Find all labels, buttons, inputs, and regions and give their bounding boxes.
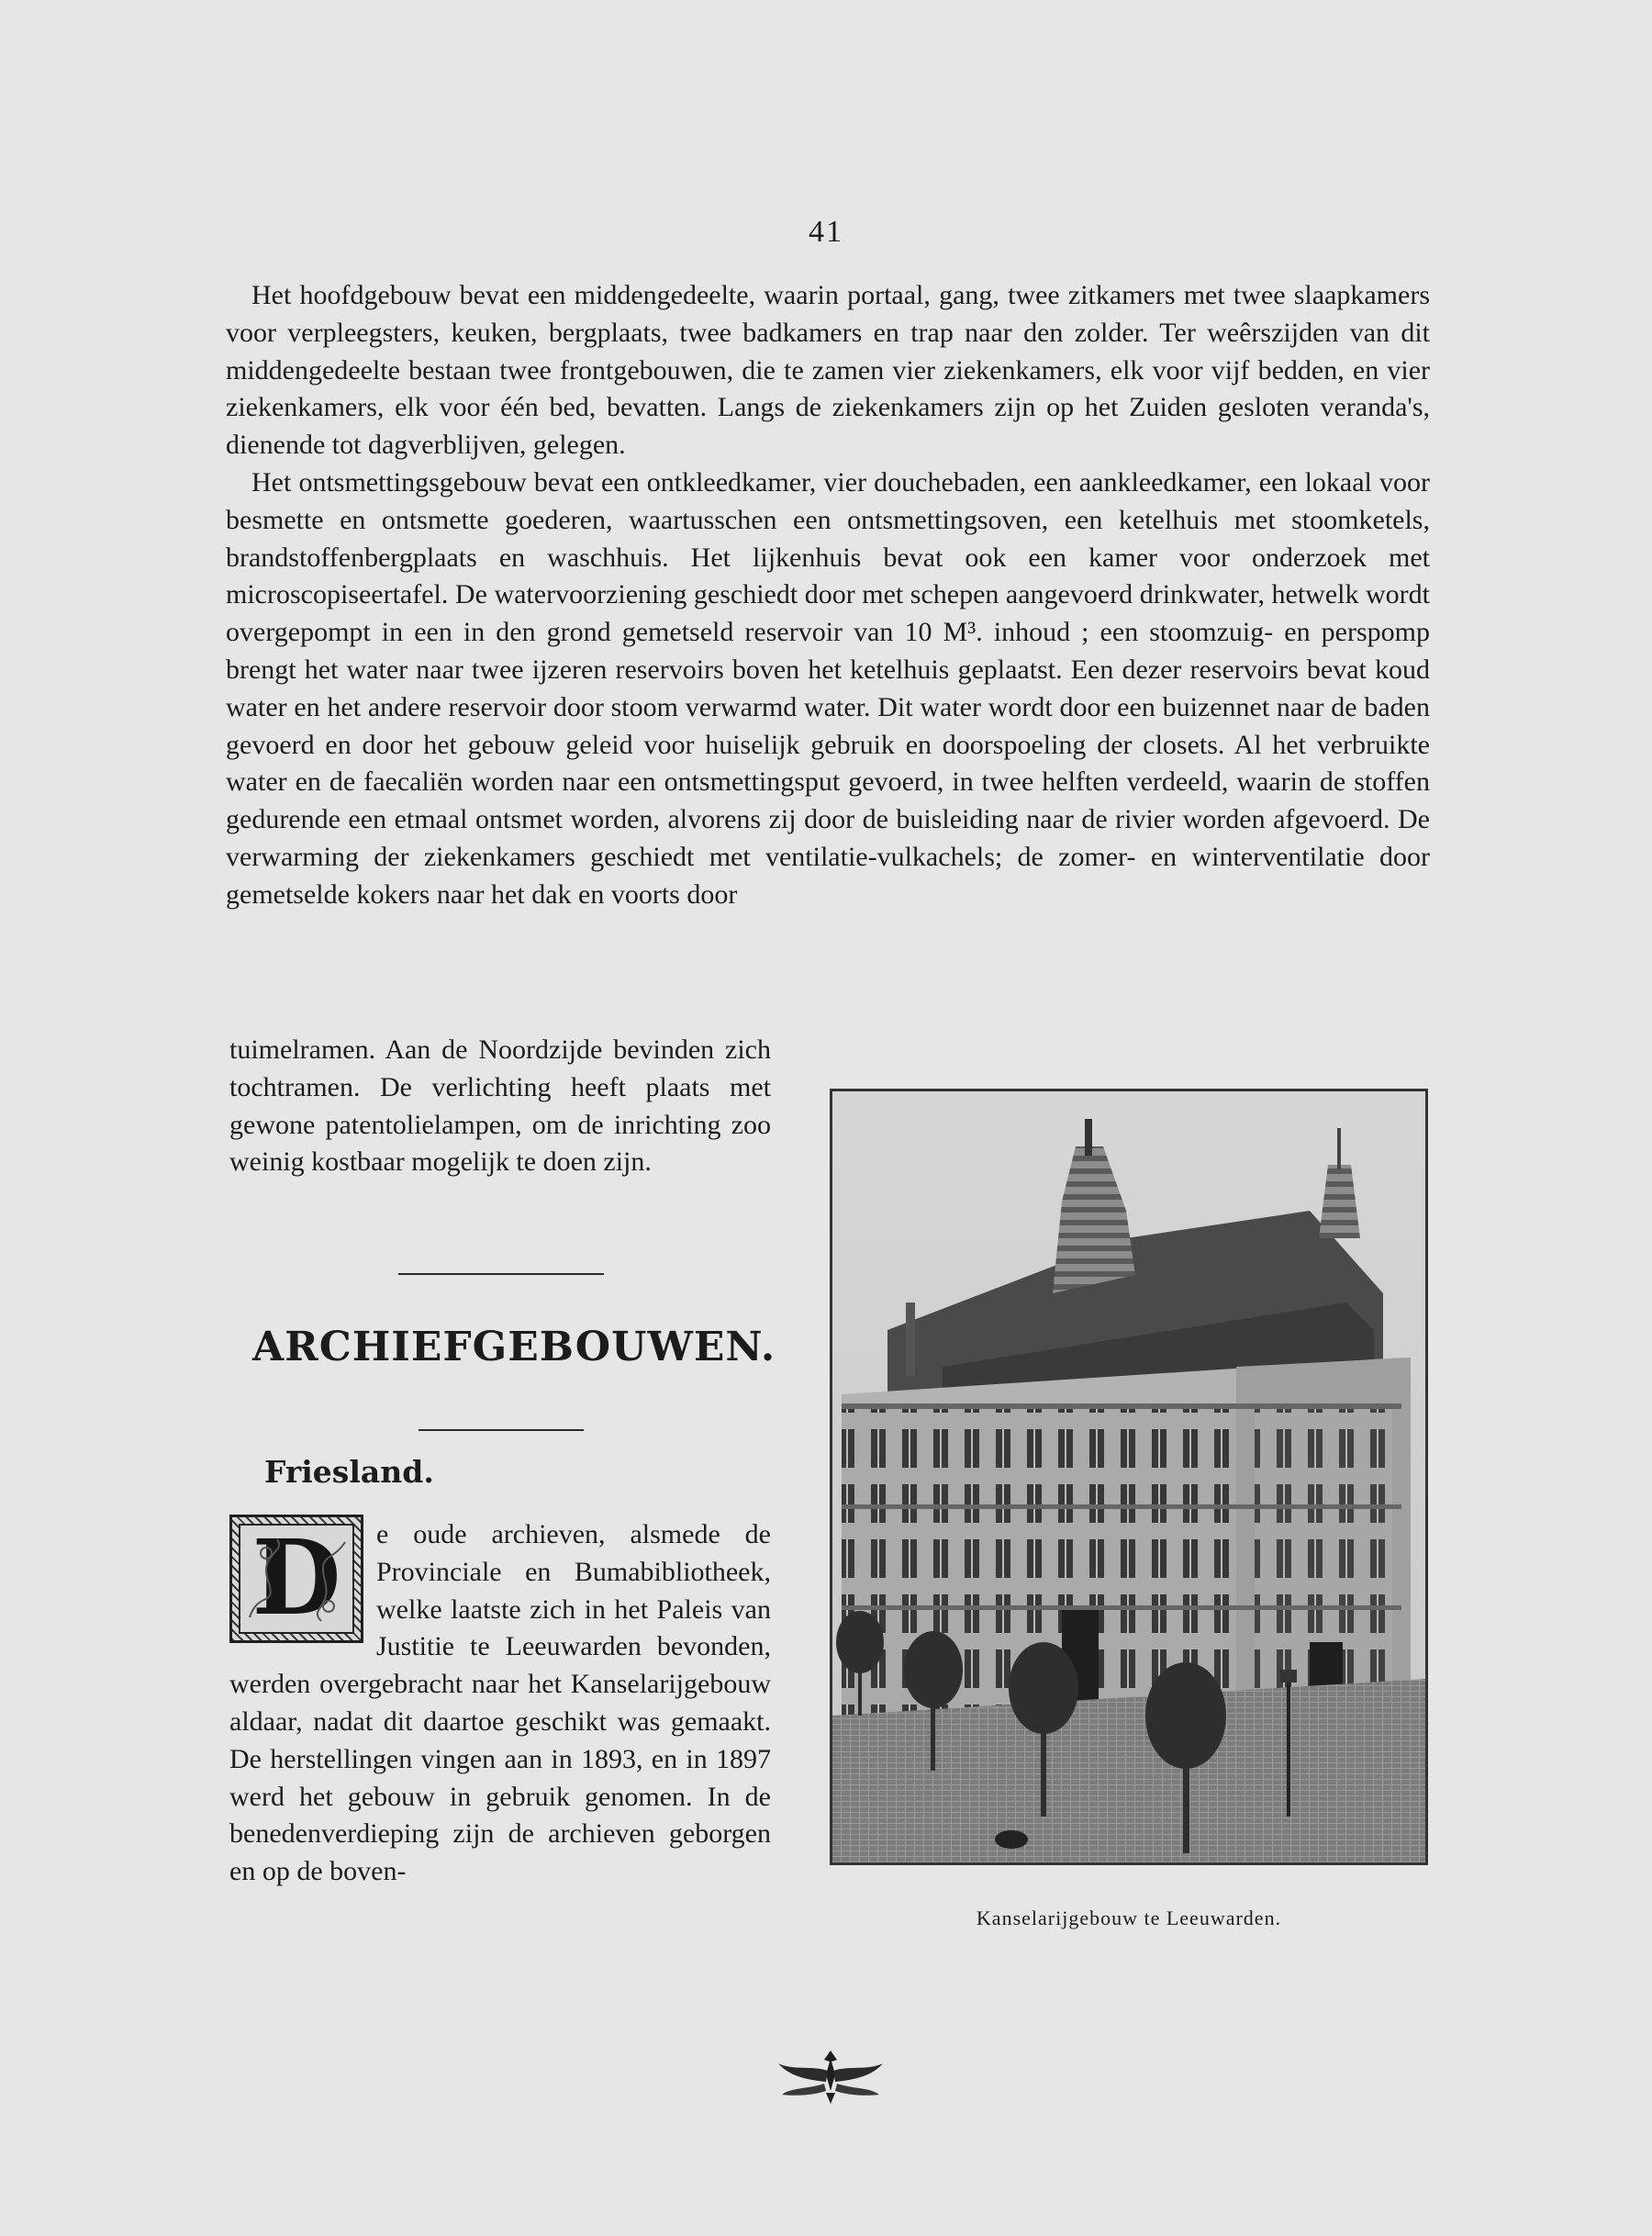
figure-caption: Kanselarijgebouw te Leeuwarden. xyxy=(976,1906,1282,1929)
building-photograph xyxy=(830,1089,1428,1865)
subsection-title: Friesland. xyxy=(264,1454,434,1490)
divider-rule-bottom xyxy=(419,1429,584,1431)
eagle-vignette-icon xyxy=(771,2043,890,2107)
page-number: 41 xyxy=(809,215,843,249)
paragraph-continuation: tuimelramen. Aan de Noordzijde bevinden zich tochtramen. De verlichting heeft plaats met gewone patentolielampen, om de inrichting zoo weinig kostbaar mogelijk te doen zijn. xyxy=(229,1034,771,1178)
initial-letter: D xyxy=(251,1518,341,1638)
kanselarij-building-image xyxy=(832,1091,1425,1862)
paragraph-ontsmettingsgebouw: Het ontsmettingsgebouw bevat een ontkleedkamer, vier douchebaden, een aankleedkamer, een lokaal voor besmette en ontsmette goederen, waartusschen een ontsmettingsoven, een ketelhuis met stoomketels, brandstoffenbergplaats en waschhuis. Het lijkenhuis bevat ook een kamer voor onderzoek met microscopiseertafel. De watervoorziening geschiedt door met schepen aangevoerd drinkwater, hetwelk wordt overgepompt in een in den grond gemetseld reservoir van 10 M³. inhoud ; een stoomzuig- en perspomp brengt het water naar twee ijzeren reservoirs boven het ketelhuis geplaatst. Een dezer reservoirs bevat koud water en het andere reservoir door stoom verwarmd water. Dit water wordt door een buizennet naar de baden gevoerd en door het gebouw geleid voor huiselijk gebruik en doorspoeling der closets. Al het verbruikte water en de faecaliën worden naar een ontsmettingsput gevoerd, in twee helften verdeeld, waarin de stoffen gedurende een etmaal ontsmet worden, alvorens zij door de buisleiding naar de rivier worden afgevoerd. De verwarming der ziekenkamers geschiedt met ventilatie-vulkachels; de zomer- en winterventilatie door gemetselde kokers naar het dak en voorts door xyxy=(226,466,1430,910)
article-text xyxy=(229,1516,771,1891)
continuation-text xyxy=(229,1032,771,1181)
divider-rule-top xyxy=(398,1273,604,1275)
section-title: ARCHIEFGEBOUWEN. xyxy=(252,1324,776,1370)
article-paragraph: e oude archieven, alsmede de Provinciale en Bumabibliotheek, welke laatste zich in het Paleis van Justitie te Leeuwarden bevonden, werden overgebracht naar het Kanselarijgebouw aldaar, nadat dit daartoe geschikt was gemaakt. De herstellingen vingen aan in 1893, en in 1897 werd het gebouw in gebruik genomen. In de benedenverdieping zijn de archieven geborgen en op de boven- xyxy=(229,1519,771,1887)
paragraph-hoofdgebouw: Het hoofdgebouw bevat een middengedeelte, waarin portaal, gang, twee zitkamers met twee slaapkamers voor verpleegsters, keuken, bergplaats, twee badkamers en trap naar den zolder. Ter weêrszijden van dit middengedeelte bestaan twee frontgebouwen, die te zamen vier ziekenkamers, elk voor vijf bedden, en vier ziekenkamers, elk voor één bed, bevatten. Langs de ziekenkamers zijn op het Zuiden gesloten veranda's, dienende tot dagverblijven, gelegen. xyxy=(226,280,1430,461)
body-text xyxy=(226,277,1430,914)
